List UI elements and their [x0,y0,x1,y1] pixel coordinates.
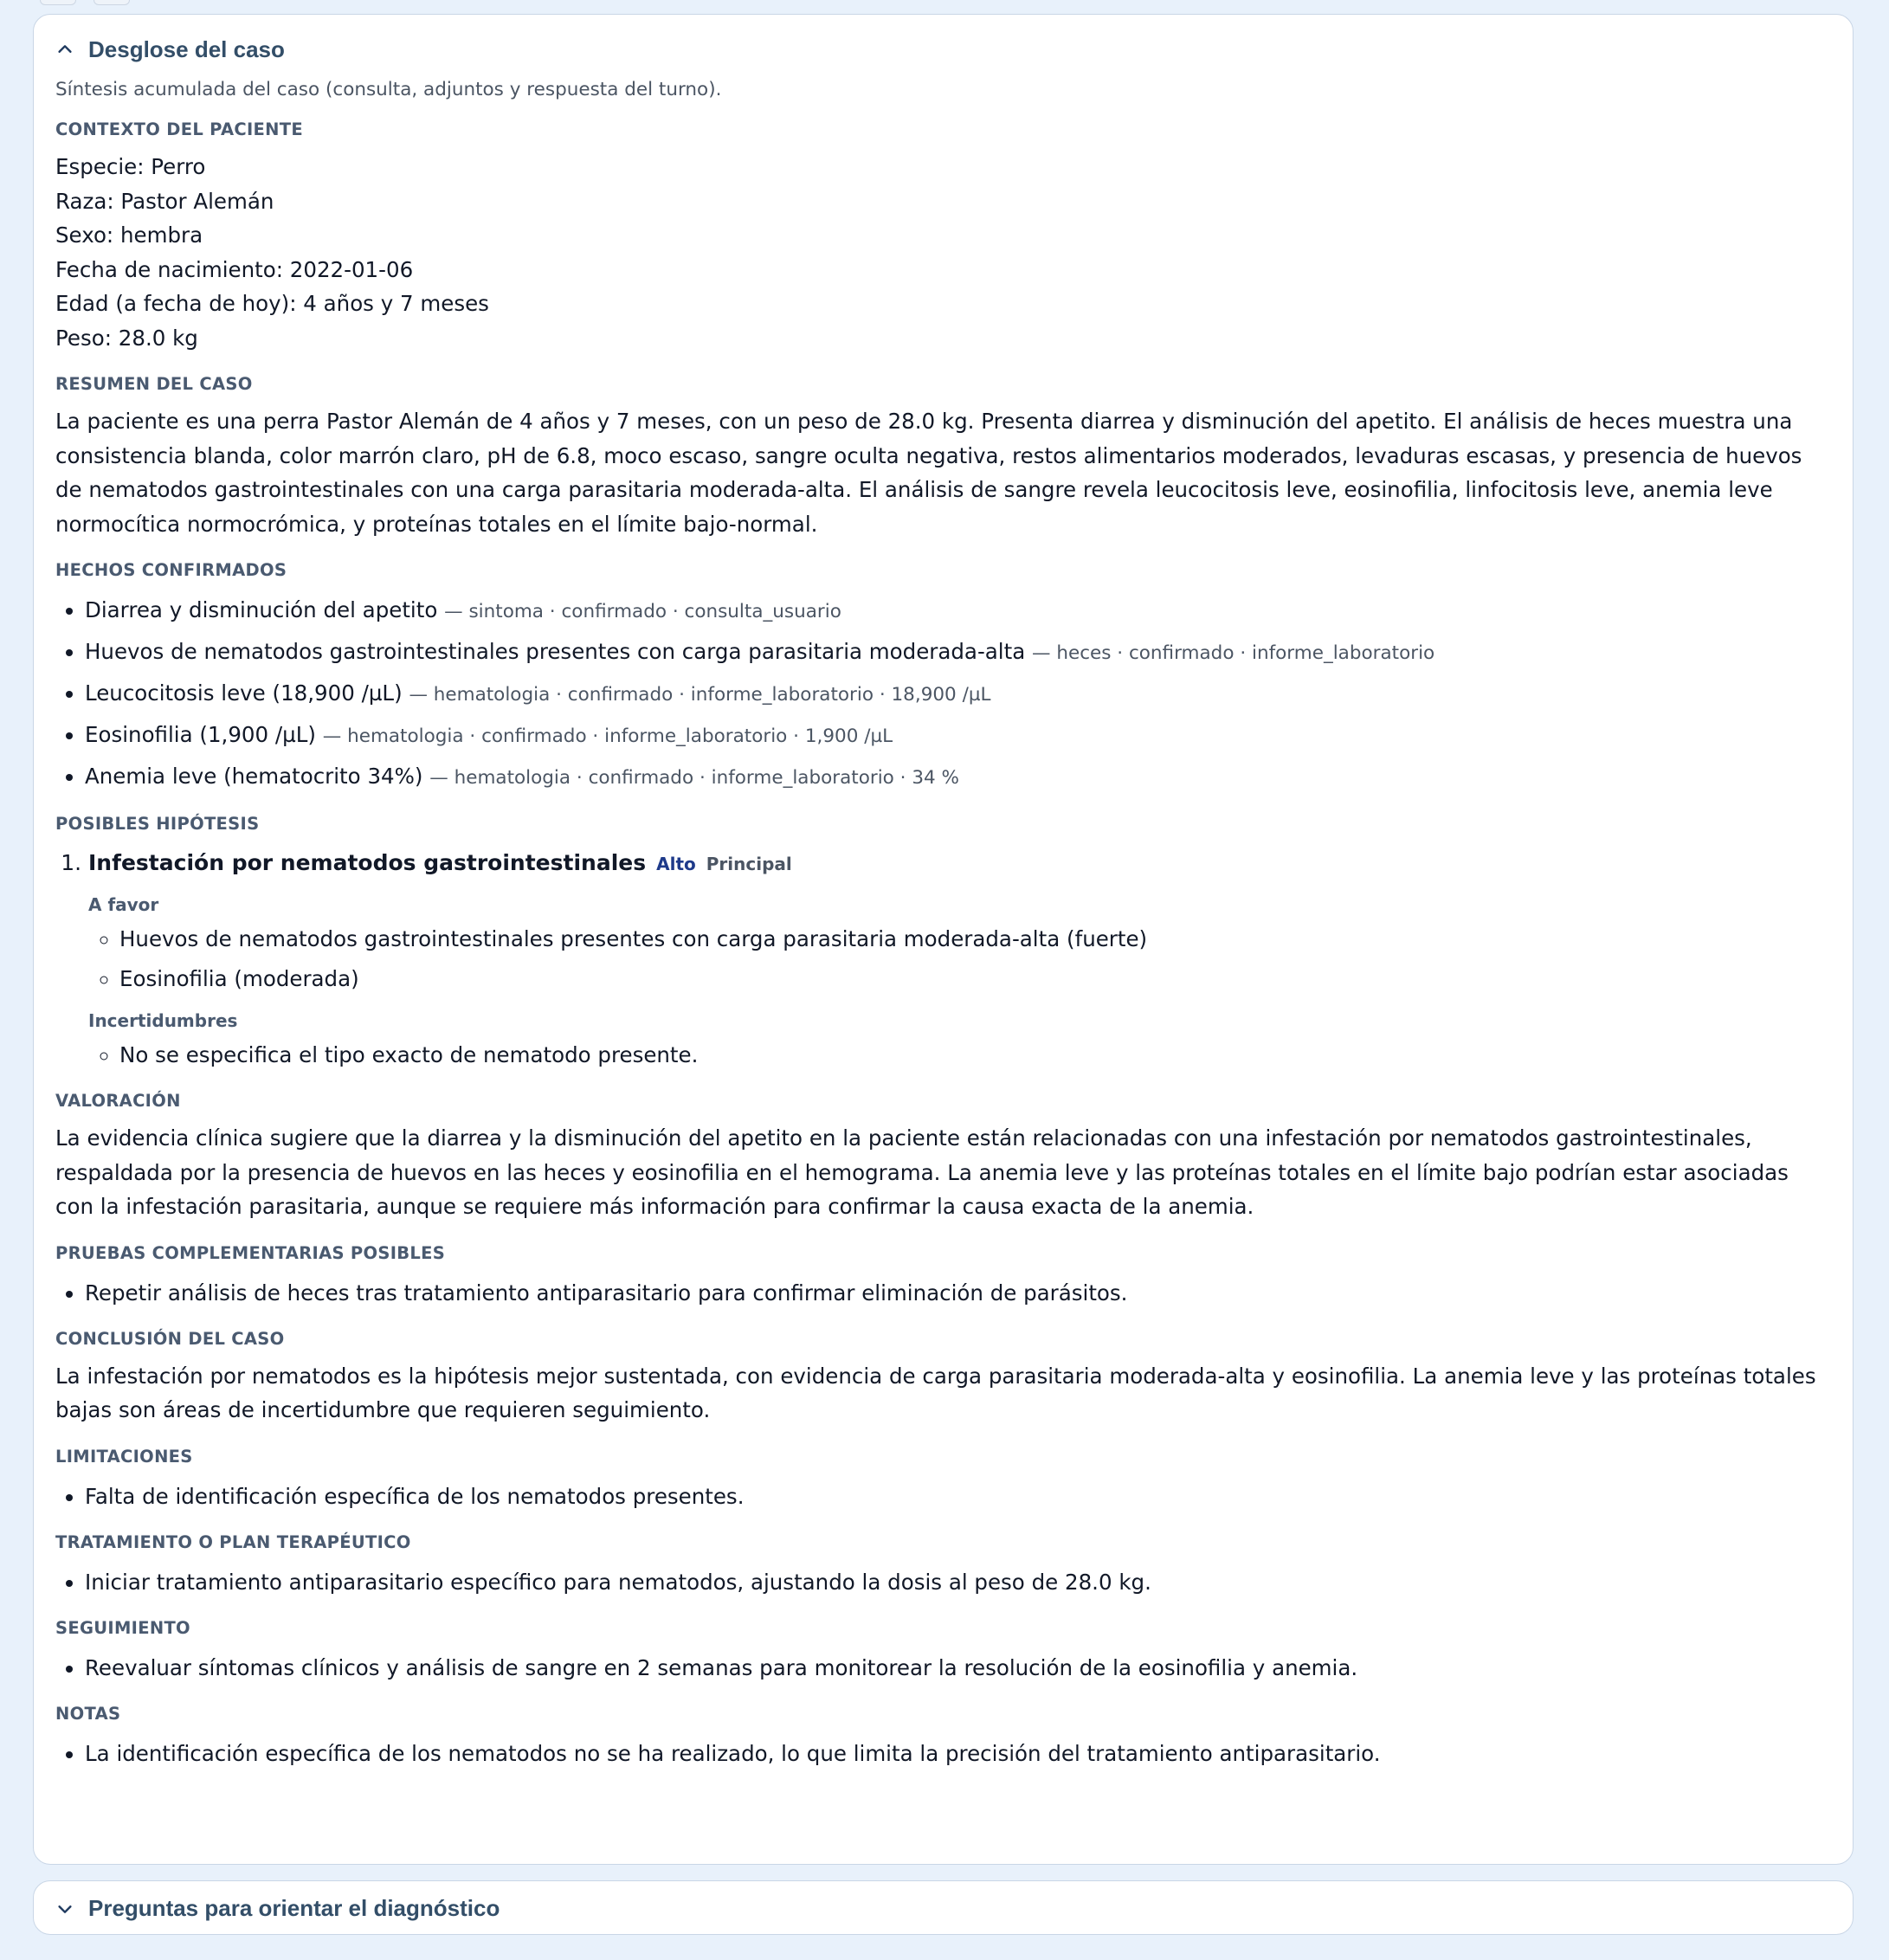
patient-context-section [55,119,1831,355]
principal-badge: Principal [706,854,792,874]
section-heading: VALORACIÓN [55,1091,181,1111]
list-item [85,590,1831,632]
chevron-up-icon [55,40,74,59]
uncertainty-label: Incertidumbres [88,1010,238,1031]
fact-meta: — heces · confirmado · informe_laboratorio [1032,642,1435,664]
list-item: ◦ Huevos de nematodos gastrointestinales presentes con carga parasitaria moderada-alta (fuerte) [119,919,1831,959]
toolbar-stub-left [40,0,76,5]
fact-meta: — hematologia · confirmado · informe_laboratorio · 34 % [429,767,959,789]
case-breakdown-toggle[interactable] [55,29,1831,70]
fact-meta: — hematologia · confirmado · informe_laboratorio · 1,900 /µL [322,725,893,747]
section-heading: SEGUIMIENTO [55,1617,190,1638]
context-line: Sexo: hembra [55,222,203,248]
list-item [85,757,1831,798]
fact-meta: — hematologia · confirmado · informe_laboratorio · 18,900 /µL [409,684,991,706]
case-summary-text: La paciente es una perra Pastor Alemán de 4 años y 7 meses, con un peso de 28.0 kg. Presenta diarrea y disminución del apetito. El análisis de heces muestra una consistencia blanda, color marrón claro, pH de 6.8, moco escaso, sangre oculta negativa, restos alimentarios moderados, levaduras escasas, y presencia de huevos de nematodos gastrointestinales con una carga parasitaria moderada-alta. El análisis de sangre revela leucocitosis leve, eosinofilia, linfocitosis leve, anemia leve normocítica normocrómica, y proteínas totales en el límite bajo-normal. [55,409,1802,537]
case-breakdown-panel [33,14,1854,1865]
section-heading: NOTAS [55,1703,121,1724]
hypothesis-title: Infestación por nematodos gastrointestinales [88,850,647,875]
case-summary-section [55,374,1831,541]
section-heading: LIMITACIONES [55,1446,193,1467]
assessment-text: La evidencia clínica sugiere que la diarrea y la disminución del apetito en la paciente están relacionadas con una infestación por nematodos gastrointestinales, respaldada por la presencia de huevos en las heces y eosinofilia en el hemograma. La anemia leve y las proteínas totales en el límite bajo podrían estar asociadas con la infestación parasitaria, aunque se requiere más información para confirmar la causa exacta de la anemia. [55,1125,1789,1219]
conclusion-text: La infestación por nematodos es la hipótesis mejor sustentada, con evidencia de carga parasitaria moderada-alta y eosinofilia. La anemia leve y las proteínas totales bajas son áreas de incertidumbre que requieren seguimiento. [55,1363,1816,1422]
list-item: • Reevaluar síntomas clínicos y análisis de sangre en 2 semanas para monitorear la resolución de la eosinofilia y anemia. [85,1648,1831,1688]
fact-text: Huevos de nematodos gastrointestinales presentes con carga parasitaria moderada-alta [85,639,1026,664]
case-breakdown-title: Desglose del caso [88,35,285,62]
fact-meta: — sintoma · confirmado · consulta_usuario [444,601,841,622]
fact-text: Anemia leve (hematocrito 34%) [85,764,423,789]
fact-text: Eosinofilia (1,900 /µL) [85,722,316,747]
context-line: Peso: 28.0 kg [55,325,198,351]
fact-text: Leucocitosis leve (18,900 /µL) [85,680,403,706]
fact-text: Diarrea y disminución del apetito [85,597,438,622]
list-item: ◦ No se especifica el tipo exacto de nematodo presente. [119,1035,1831,1075]
diagnostic-questions-title: Preguntas para orientar el diagnóstico [88,1895,500,1921]
section-heading: POSIBLES HIPÓTESIS [55,814,260,834]
list-item: ◦ Eosinofilia (moderada) [119,959,1831,999]
toolbar-stub-right [93,0,130,5]
list-item: • Repetir análisis de heces tras tratamiento antiparasitario para confirmar eliminación de parásitos. [85,1273,1831,1313]
hypothesis-item [88,844,1831,1075]
notes-section [55,1704,1831,1774]
context-line: Edad (a fecha de hoy): 4 años y 7 meses [55,291,489,316]
list-item: • Falta de identificación específica de los nematodos presentes. [85,1477,1831,1517]
diagnostic-questions-toggle[interactable] [55,1881,1831,1936]
followup-section [55,1618,1831,1688]
section-heading: RESUMEN DEL CASO [55,374,253,394]
conclusion-section [55,1329,1831,1428]
assessment-section [55,1091,1831,1224]
confidence-badge: Alto [656,854,696,874]
list-item [85,632,1831,674]
favor-label: A favor [88,894,159,915]
section-heading: CONTEXTO DEL PACIENTE [55,119,303,139]
confirmed-facts-section [55,560,1831,798]
section-heading: HECHOS CONFIRMADOS [55,560,287,580]
section-heading: CONCLUSIÓN DEL CASO [55,1328,285,1349]
hypotheses-section [55,814,1831,1075]
context-line: Especie: Perro [55,154,206,179]
context-line: Raza: Pastor Alemán [55,188,274,214]
case-breakdown-subtitle: Síntesis acumulada del caso (consulta, adjuntos y respuesta del turno). [55,79,722,100]
chevron-down-icon [55,1899,74,1918]
section-heading: TRATAMIENTO O PLAN TERAPÉUTICO [55,1531,411,1552]
list-item [85,715,1831,757]
context-line: Fecha de nacimiento: 2022-01-06 [55,256,414,282]
list-item: • La identificación específica de los nematodos no se ha realizado, lo que limita la precisión del tratamiento antiparasitario. [85,1734,1831,1774]
limitations-section [55,1447,1831,1517]
diagnostic-questions-panel [33,1880,1854,1935]
treatment-section [55,1532,1831,1602]
list-item [85,674,1831,715]
list-item: • Iniciar tratamiento antiparasitario específico para nematodos, ajustando la dosis al peso de 28.0 kg. [85,1563,1831,1602]
tests-section [55,1243,1831,1313]
section-heading: PRUEBAS COMPLEMENTARIAS POSIBLES [55,1242,446,1263]
